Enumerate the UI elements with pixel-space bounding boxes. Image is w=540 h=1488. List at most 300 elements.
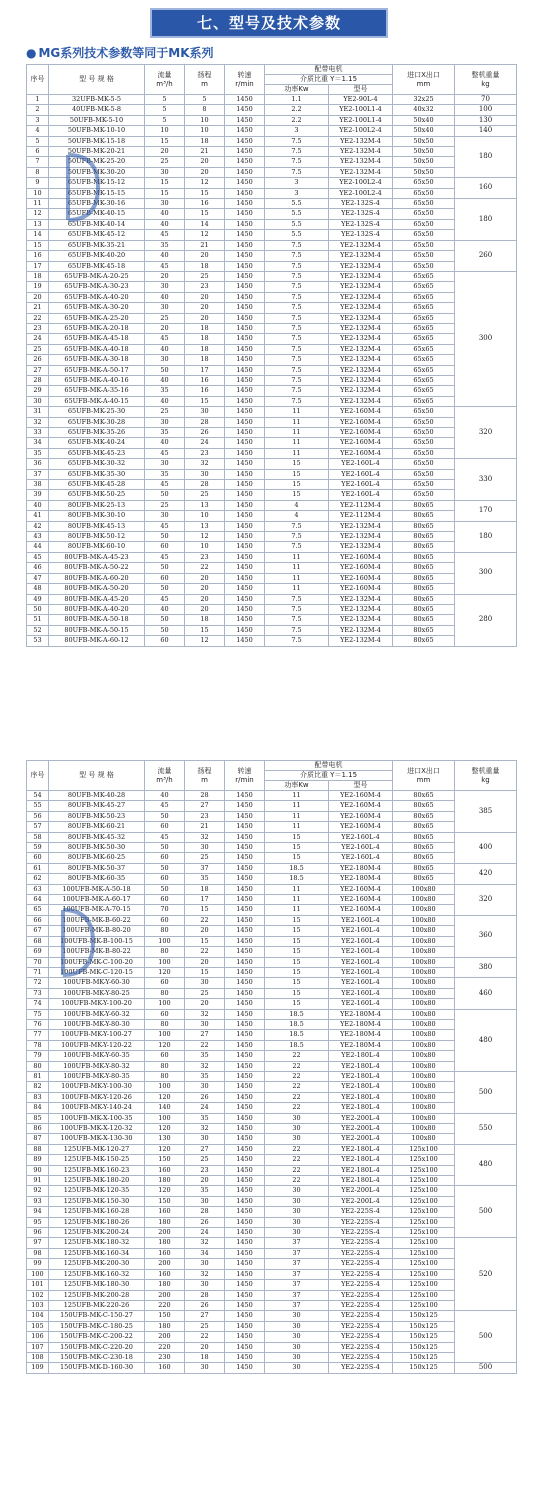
row-power: 7.5 xyxy=(265,521,329,531)
row-no: 17 xyxy=(27,261,49,271)
row-port: 65x50 xyxy=(393,240,455,250)
row-port: 80x65 xyxy=(393,594,455,604)
row-no: 66 xyxy=(27,915,49,925)
row-speed: 1450 xyxy=(225,1009,265,1019)
row-model: 50UFB-MK-20-21 xyxy=(49,147,145,157)
row-head: 5 xyxy=(185,95,225,105)
row-flow: 60 xyxy=(145,853,185,863)
row-flow: 40 xyxy=(145,396,185,406)
row-flow: 50 xyxy=(145,615,185,625)
row-flow: 180 xyxy=(145,1321,185,1331)
row-no: 4 xyxy=(27,126,49,136)
row-no: 49 xyxy=(27,594,49,604)
row-head: 30 xyxy=(185,1134,225,1144)
row-model: 100UFB-MK-B-100-15 xyxy=(49,936,145,946)
row-model: 80UFB-MK-A-50-20 xyxy=(49,584,145,594)
row-head: 24 xyxy=(185,438,225,448)
row-flow: 45 xyxy=(145,261,185,271)
row-power: 15 xyxy=(265,967,329,977)
row-flow: 80 xyxy=(145,947,185,957)
row-weight: 180 xyxy=(455,521,517,552)
row-motor-model: YE2-180M-4 xyxy=(329,863,393,873)
row-flow: 100 xyxy=(145,1030,185,1040)
table-row xyxy=(27,199,517,209)
row-flow: 45 xyxy=(145,832,185,842)
row-motor-model: YE2-132M-4 xyxy=(329,604,393,614)
row-no: 13 xyxy=(27,219,49,229)
col-head xyxy=(185,65,225,95)
row-no: 26 xyxy=(27,355,49,365)
row-power: 7.5 xyxy=(265,542,329,552)
row-model: 100UFB-MK-A-50-18 xyxy=(49,884,145,894)
row-no: 50 xyxy=(27,604,49,614)
row-model: 65UFB-MK-A-50-17 xyxy=(49,365,145,375)
row-speed: 1450 xyxy=(225,832,265,842)
row-power: 7.5 xyxy=(265,344,329,354)
row-model: 125UFB-MK-180-20 xyxy=(49,1176,145,1186)
row-motor-model: YE2-225S-4 xyxy=(329,1300,393,1310)
table-row xyxy=(27,209,517,219)
row-flow: 60 xyxy=(145,636,185,646)
row-head: 13 xyxy=(185,500,225,510)
row-port: 80x65 xyxy=(393,843,455,853)
row-model: 125UFB-MK-200-28 xyxy=(49,1290,145,1300)
row-no: 109 xyxy=(27,1363,49,1373)
row-flow: 15 xyxy=(145,178,185,188)
row-port: 150x125 xyxy=(393,1352,455,1362)
row-flow: 40 xyxy=(145,438,185,448)
row-weight: 550 xyxy=(455,1113,517,1144)
table-row xyxy=(27,95,517,105)
row-flow: 160 xyxy=(145,1248,185,1258)
row-flow: 120 xyxy=(145,1186,185,1196)
row-no: 65 xyxy=(27,905,49,915)
row-motor-model: YE2-132M-4 xyxy=(329,282,393,292)
row-motor-model: YE2-160M-4 xyxy=(329,407,393,417)
row-no: 89 xyxy=(27,1155,49,1165)
row-flow: 30 xyxy=(145,355,185,365)
row-port: 125x100 xyxy=(393,1300,455,1310)
row-no: 33 xyxy=(27,428,49,438)
row-power: 7.5 xyxy=(265,271,329,281)
row-speed: 1450 xyxy=(225,1144,265,1154)
table-row xyxy=(27,240,517,250)
row-no: 86 xyxy=(27,1124,49,1134)
row-no: 92 xyxy=(27,1186,49,1196)
row-motor-model: YE2-132M-4 xyxy=(329,365,393,375)
row-power: 3 xyxy=(265,126,329,136)
row-motor-model: YE2-132M-4 xyxy=(329,147,393,157)
row-speed: 1450 xyxy=(225,542,265,552)
row-port: 40x32 xyxy=(393,105,455,115)
row-port: 80x65 xyxy=(393,811,455,821)
row-flow: 160 xyxy=(145,1269,185,1279)
row-power: 11 xyxy=(265,552,329,562)
row-flow: 30 xyxy=(145,282,185,292)
row-flow: 40 xyxy=(145,375,185,385)
row-power: 37 xyxy=(265,1280,329,1290)
col-weight-unit: kg xyxy=(481,775,490,784)
row-power: 15 xyxy=(265,926,329,936)
row-flow: 50 xyxy=(145,532,185,542)
row-port: 80x65 xyxy=(393,573,455,583)
row-head: 27 xyxy=(185,801,225,811)
section-title: 七、型号及技术参数 xyxy=(196,14,341,32)
row-motor-model: YE2-225S-4 xyxy=(329,1342,393,1352)
table-row xyxy=(27,542,517,552)
row-motor-model: YE2-132M-4 xyxy=(329,323,393,333)
row-speed: 1450 xyxy=(225,344,265,354)
row-power: 30 xyxy=(265,1228,329,1238)
col-port-label: 进口X出口 xyxy=(407,766,440,775)
row-no: 38 xyxy=(27,480,49,490)
row-flow: 10 xyxy=(145,126,185,136)
row-head: 35 xyxy=(185,874,225,884)
row-motor-model: YE2-225S-4 xyxy=(329,1280,393,1290)
row-power: 11 xyxy=(265,895,329,905)
row-flow: 100 xyxy=(145,1082,185,1092)
row-model: 125UFB-MK-180-26 xyxy=(49,1217,145,1227)
row-head: 26 xyxy=(185,1092,225,1102)
col-ratio: 介质比重 Y＝1.15 xyxy=(265,771,393,781)
row-no: 94 xyxy=(27,1207,49,1217)
table-row xyxy=(27,480,517,490)
row-flow: 50 xyxy=(145,884,185,894)
table-row xyxy=(27,584,517,594)
row-motor-model: YE2-132S-4 xyxy=(329,199,393,209)
row-power: 18.5 xyxy=(265,1030,329,1040)
row-flow: 40 xyxy=(145,209,185,219)
row-speed: 1450 xyxy=(225,199,265,209)
row-model: 80UFB-MK-A-40-20 xyxy=(49,604,145,614)
row-power: 11 xyxy=(265,448,329,458)
row-speed: 1450 xyxy=(225,1248,265,1258)
row-head: 34 xyxy=(185,1248,225,1258)
row-port: 65x50 xyxy=(393,219,455,229)
table-row xyxy=(27,1124,517,1134)
row-flow: 130 xyxy=(145,1134,185,1144)
row-head: 20 xyxy=(185,957,225,967)
row-flow: 40 xyxy=(145,604,185,614)
row-power: 7.5 xyxy=(265,636,329,646)
header-row xyxy=(27,65,517,75)
row-model: 32UFB-MK-5-5 xyxy=(49,95,145,105)
row-head: 15 xyxy=(185,396,225,406)
row-flow: 35 xyxy=(145,428,185,438)
table-row xyxy=(27,355,517,365)
table-row xyxy=(27,230,517,240)
row-motor-model: YE2-180L-4 xyxy=(329,1061,393,1071)
row-head: 25 xyxy=(185,271,225,281)
col-head-label: 扬程 xyxy=(197,766,212,775)
row-model: 100UFB-MK-Y-140-24 xyxy=(49,1103,145,1113)
row-no: 70 xyxy=(27,957,49,967)
row-power: 30 xyxy=(265,1332,329,1342)
row-head: 23 xyxy=(185,552,225,562)
row-flow: 30 xyxy=(145,511,185,521)
row-head: 32 xyxy=(185,1269,225,1279)
row-head: 30 xyxy=(185,978,225,988)
row-speed: 1450 xyxy=(225,801,265,811)
row-speed: 1450 xyxy=(225,1280,265,1290)
row-speed: 1450 xyxy=(225,625,265,635)
row-motor-model: YE2-160L-4 xyxy=(329,988,393,998)
col-speed-label: 转速 xyxy=(237,70,252,79)
row-head: 15 xyxy=(185,967,225,977)
row-model: 125UFB-MK-160-28 xyxy=(49,1207,145,1217)
row-motor-model: YE2-160L-4 xyxy=(329,947,393,957)
row-flow: 100 xyxy=(145,1113,185,1123)
row-model: 65UFB-MK-45-23 xyxy=(49,448,145,458)
row-speed: 1450 xyxy=(225,978,265,988)
row-power: 7.5 xyxy=(265,625,329,635)
row-flow: 50 xyxy=(145,490,185,500)
row-flow: 20 xyxy=(145,323,185,333)
table-row xyxy=(27,874,517,884)
table-row xyxy=(27,157,517,167)
table-row xyxy=(27,636,517,646)
row-motor-model: YE2-100L1-4 xyxy=(329,115,393,125)
row-weight: 420 xyxy=(455,863,517,884)
row-motor-model: YE2-160L-4 xyxy=(329,843,393,853)
row-port: 80x65 xyxy=(393,615,455,625)
row-no: 76 xyxy=(27,1019,49,1029)
row-model: 50UFB-MK-10-10 xyxy=(49,126,145,136)
row-no: 7 xyxy=(27,157,49,167)
row-port: 65x50 xyxy=(393,490,455,500)
table-row xyxy=(27,334,517,344)
row-head: 21 xyxy=(185,822,225,832)
row-power: 30 xyxy=(265,1311,329,1321)
row-power: 15 xyxy=(265,853,329,863)
row-weight: 300 xyxy=(455,271,517,406)
row-head: 28 xyxy=(185,1290,225,1300)
col-flow-unit: m³/h xyxy=(156,775,173,784)
table-row xyxy=(27,1092,517,1102)
row-speed: 1450 xyxy=(225,219,265,229)
row-no: 59 xyxy=(27,843,49,853)
row-motor-model: YE2-160L-4 xyxy=(329,999,393,1009)
row-model: 125UFB-MK-160-34 xyxy=(49,1248,145,1258)
row-port: 125x100 xyxy=(393,1144,455,1154)
row-power: 18.5 xyxy=(265,874,329,884)
row-no: 34 xyxy=(27,438,49,448)
row-port: 100x80 xyxy=(393,926,455,936)
row-power: 7.5 xyxy=(265,136,329,146)
row-speed: 1450 xyxy=(225,905,265,915)
row-no: 69 xyxy=(27,947,49,957)
row-model: 65UFB-MK-A-40-20 xyxy=(49,292,145,302)
col-weight xyxy=(455,65,517,95)
row-power: 11 xyxy=(265,801,329,811)
row-flow: 230 xyxy=(145,1352,185,1362)
row-model: 100UFB-MK-X-120-32 xyxy=(49,1124,145,1134)
row-power: 30 xyxy=(265,1217,329,1227)
row-model: 65UFB-MK-A-30-20 xyxy=(49,303,145,313)
row-model: 80UFB-MK-A-50-22 xyxy=(49,563,145,573)
row-power: 11 xyxy=(265,811,329,821)
row-port: 100x80 xyxy=(393,1009,455,1019)
row-power: 30 xyxy=(265,1186,329,1196)
row-head: 22 xyxy=(185,1040,225,1050)
row-speed: 1450 xyxy=(225,874,265,884)
row-power: 7.5 xyxy=(265,251,329,261)
row-model: 100UFB-MK-B-80-20 xyxy=(49,926,145,936)
row-speed: 1450 xyxy=(225,428,265,438)
row-power: 15 xyxy=(265,957,329,967)
row-model: 50UFB-MK-30-20 xyxy=(49,167,145,177)
row-head: 18 xyxy=(185,334,225,344)
row-no: 79 xyxy=(27,1051,49,1061)
col-head-label: 扬程 xyxy=(197,70,212,79)
row-model: 65UFB-MK-40-24 xyxy=(49,438,145,448)
table-row xyxy=(27,282,517,292)
row-model: 65UFB-MK-A-35-16 xyxy=(49,386,145,396)
row-no: 2 xyxy=(27,105,49,115)
table-row xyxy=(27,188,517,198)
row-speed: 1450 xyxy=(225,1290,265,1300)
row-model: 65UFB-MK-40-15 xyxy=(49,209,145,219)
row-no: 99 xyxy=(27,1259,49,1269)
row-flow: 180 xyxy=(145,1238,185,1248)
row-head: 21 xyxy=(185,240,225,250)
row-model: 65UFB-MK-50-25 xyxy=(49,490,145,500)
row-flow: 40 xyxy=(145,219,185,229)
row-motor-model: YE2-200L-4 xyxy=(329,1134,393,1144)
row-motor-model: YE2-225S-4 xyxy=(329,1363,393,1373)
table-row xyxy=(27,167,517,177)
row-motor-model: YE2-180L-4 xyxy=(329,1071,393,1081)
col-port-unit: mm xyxy=(416,775,431,784)
row-speed: 1450 xyxy=(225,1238,265,1248)
row-model: 125UFB-MK-150-25 xyxy=(49,1155,145,1165)
row-port: 50x50 xyxy=(393,167,455,177)
row-port: 65x65 xyxy=(393,386,455,396)
row-no: 15 xyxy=(27,240,49,250)
row-head: 27 xyxy=(185,1030,225,1040)
row-no: 105 xyxy=(27,1321,49,1331)
row-weight: 260 xyxy=(455,240,517,271)
bullet-icon: ● xyxy=(26,46,37,60)
table-row xyxy=(27,313,517,323)
table-row xyxy=(27,521,517,531)
row-head: 14 xyxy=(185,219,225,229)
row-head: 12 xyxy=(185,636,225,646)
row-no: 93 xyxy=(27,1196,49,1206)
row-model: 100UFB-MK-B-60-22 xyxy=(49,915,145,925)
row-flow: 30 xyxy=(145,303,185,313)
row-port: 150x125 xyxy=(393,1332,455,1342)
row-motor-model: YE2-132S-4 xyxy=(329,219,393,229)
row-model: 150UFB-MK-C-150-27 xyxy=(49,1311,145,1321)
row-port: 65x50 xyxy=(393,469,455,479)
row-no: 67 xyxy=(27,926,49,936)
row-flow: 5 xyxy=(145,115,185,125)
table-row xyxy=(27,905,517,915)
row-no: 73 xyxy=(27,988,49,998)
row-motor-model: YE2-180M-4 xyxy=(329,1019,393,1029)
row-head: 32 xyxy=(185,1238,225,1248)
row-head: 28 xyxy=(185,417,225,427)
row-port: 80x65 xyxy=(393,636,455,646)
row-flow: 200 xyxy=(145,1259,185,1269)
row-motor-model: YE2-132M-4 xyxy=(329,532,393,542)
row-port: 80x65 xyxy=(393,874,455,884)
table-row xyxy=(27,292,517,302)
col-port xyxy=(393,65,455,95)
row-no: 95 xyxy=(27,1217,49,1227)
row-port: 80x65 xyxy=(393,832,455,842)
table-row xyxy=(27,1300,517,1310)
row-head: 12 xyxy=(185,532,225,542)
table-row xyxy=(27,822,517,832)
col-speed xyxy=(225,65,265,95)
row-motor-model: YE2-132M-4 xyxy=(329,271,393,281)
row-port: 150x125 xyxy=(393,1363,455,1373)
row-power: 7.5 xyxy=(265,303,329,313)
col-model-label: 型 号 规 格 xyxy=(79,75,114,83)
row-no: 31 xyxy=(27,407,49,417)
table-row xyxy=(27,1144,517,1154)
table-row xyxy=(27,1259,517,1269)
row-model: 65UFB-MK-25-30 xyxy=(49,407,145,417)
table-row xyxy=(27,1071,517,1081)
table-row xyxy=(27,1134,517,1144)
row-flow: 80 xyxy=(145,988,185,998)
row-model: 100UFB-MK-Y-80-30 xyxy=(49,1019,145,1029)
row-no: 32 xyxy=(27,417,49,427)
row-speed: 1450 xyxy=(225,115,265,125)
row-speed: 1450 xyxy=(225,1269,265,1279)
row-model: 150UFB-MK-C-180-25 xyxy=(49,1321,145,1331)
row-motor-model: YE2-180L-4 xyxy=(329,1051,393,1061)
row-no: 36 xyxy=(27,459,49,469)
row-port: 100x80 xyxy=(393,1092,455,1102)
table-row xyxy=(27,105,517,115)
row-port: 50x40 xyxy=(393,115,455,125)
row-head: 25 xyxy=(185,988,225,998)
row-motor-model: YE2-160M-4 xyxy=(329,811,393,821)
row-no: 81 xyxy=(27,1071,49,1081)
row-motor-model: YE2-160L-4 xyxy=(329,957,393,967)
row-speed: 1450 xyxy=(225,884,265,894)
table-row xyxy=(27,438,517,448)
row-head: 25 xyxy=(185,1155,225,1165)
row-speed: 1450 xyxy=(225,1103,265,1113)
row-power: 22 xyxy=(265,1071,329,1081)
row-model: 65UFB-MK-40-14 xyxy=(49,219,145,229)
row-port: 80x65 xyxy=(393,853,455,863)
table-row xyxy=(27,469,517,479)
row-port: 65x50 xyxy=(393,188,455,198)
row-power: 7.5 xyxy=(265,313,329,323)
row-power: 15 xyxy=(265,915,329,925)
row-speed: 1450 xyxy=(225,863,265,873)
row-model: 80UFB-MK-A-45-20 xyxy=(49,594,145,604)
col-speed-unit: r/min xyxy=(235,79,254,88)
row-flow: 50 xyxy=(145,811,185,821)
row-head: 30 xyxy=(185,1363,225,1373)
row-power: 15 xyxy=(265,480,329,490)
row-no: 8 xyxy=(27,167,49,177)
row-head: 10 xyxy=(185,126,225,136)
row-model: 80UFB-MK-A-50-18 xyxy=(49,615,145,625)
row-weight: 360 xyxy=(455,915,517,957)
row-model: 100UFB-MK-Y-80-35 xyxy=(49,1071,145,1081)
row-motor-model: YE2-200L-4 xyxy=(329,1186,393,1196)
row-flow: 70 xyxy=(145,905,185,915)
row-no: 96 xyxy=(27,1228,49,1238)
